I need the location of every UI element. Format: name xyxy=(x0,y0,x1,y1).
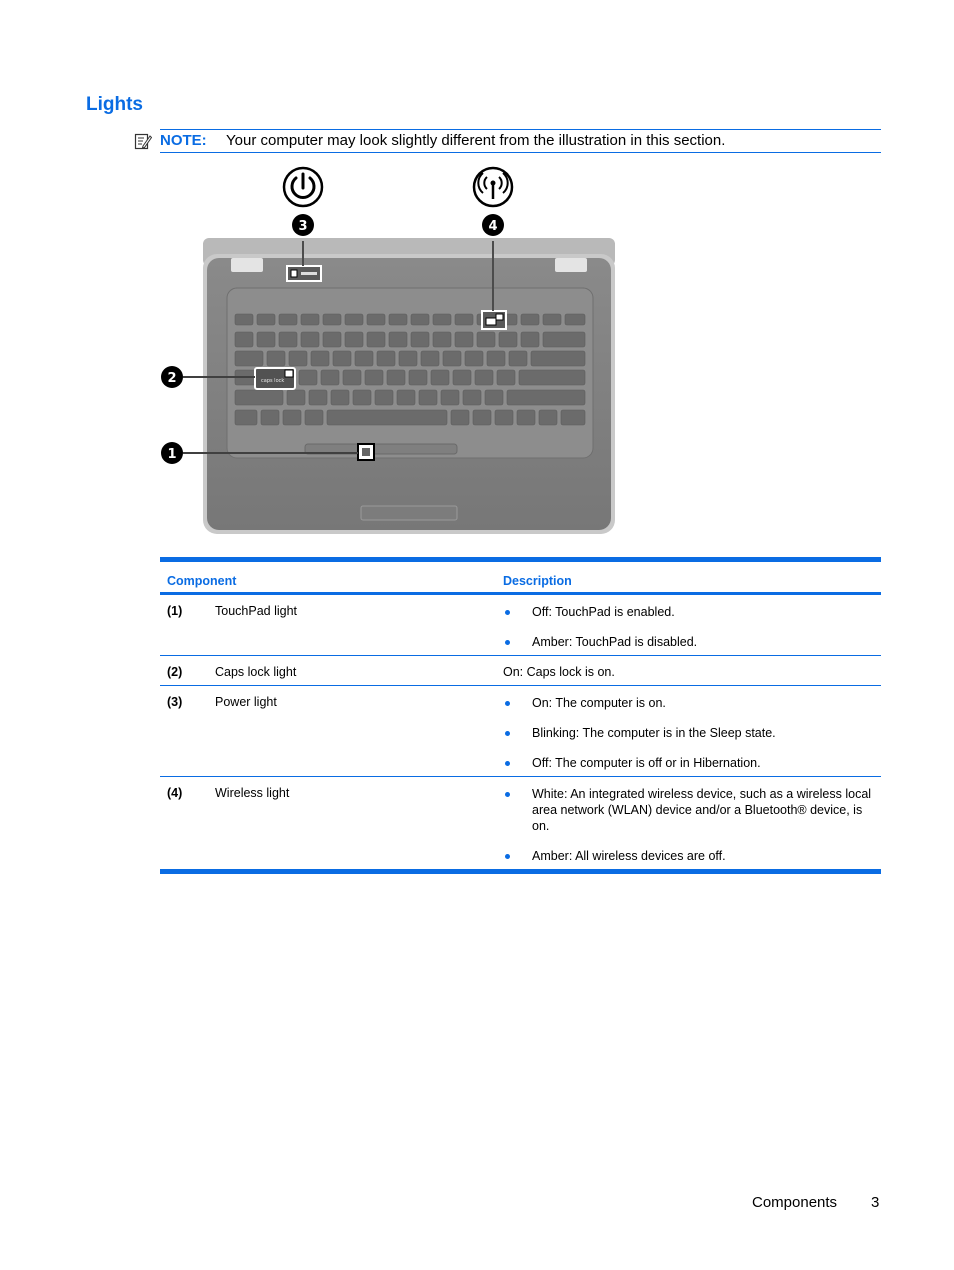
row-component: Caps lock light xyxy=(215,665,297,679)
row-number: (1) xyxy=(167,604,183,618)
table-header xyxy=(160,562,881,595)
lights-table xyxy=(160,557,881,874)
row-number: (4) xyxy=(167,786,183,800)
wireless-icon xyxy=(474,168,512,206)
svg-text:3: 3 xyxy=(298,219,308,234)
footer-section-title: Components xyxy=(752,1194,838,1211)
list-item: Blinking: The computer is in the Sleep state. xyxy=(503,725,878,741)
callout-2 xyxy=(161,366,183,388)
footer-page-number: 3 xyxy=(871,1194,880,1211)
svg-text:2: 2 xyxy=(167,371,177,386)
caps-lock-light xyxy=(285,370,293,377)
table-row xyxy=(160,656,881,686)
svg-text:4: 4 xyxy=(488,219,498,234)
note-label: NOTE: xyxy=(160,132,207,149)
row-number: (2) xyxy=(167,665,183,679)
touchpad-light xyxy=(362,448,370,456)
note-text: Your computer may look slightly different from the illustration in this section. xyxy=(226,132,726,149)
list-item: On: The computer is on. xyxy=(503,695,878,711)
laptop-illustration xyxy=(155,162,625,542)
power-light-bar xyxy=(301,272,317,275)
callout-1 xyxy=(161,442,183,464)
list-item: Off: The computer is off or in Hibernation. xyxy=(503,755,878,771)
speaker-right xyxy=(555,258,587,272)
row-component: Power light xyxy=(215,695,277,709)
table-row xyxy=(160,777,881,869)
header-component: Component xyxy=(167,574,237,588)
power-icon xyxy=(284,168,322,206)
table-row xyxy=(160,595,881,656)
list-item: Amber: All wireless devices are off. xyxy=(503,848,878,864)
row-component: Wireless light xyxy=(215,786,290,800)
note-box xyxy=(160,129,881,153)
list-item: Amber: TouchPad is disabled. xyxy=(503,634,878,650)
wireless-light xyxy=(486,318,496,325)
section-heading: Lights xyxy=(86,94,143,115)
row-description xyxy=(503,604,878,664)
callout-4 xyxy=(482,214,504,236)
callout-3 xyxy=(292,214,314,236)
power-light xyxy=(291,270,297,277)
speaker-left xyxy=(231,258,263,272)
caps-key-label: caps lock xyxy=(261,378,285,384)
row-description xyxy=(503,695,878,785)
row-component: TouchPad light xyxy=(215,604,298,618)
header-description: Description xyxy=(503,574,572,588)
note-pencil-icon xyxy=(134,132,152,150)
list-item: White: An integrated wireless device, such as a wireless local area network (WLAN) device and/or a Bluetooth® device, is on. xyxy=(503,786,878,834)
table-row xyxy=(160,686,881,777)
list-item: Off: TouchPad is enabled. xyxy=(503,604,878,620)
svg-text:1: 1 xyxy=(167,447,177,462)
row-number: (3) xyxy=(167,695,183,709)
row-description: On: Caps lock is on. xyxy=(503,665,615,679)
touchpad-buttons xyxy=(361,506,457,520)
row-description xyxy=(503,786,878,878)
